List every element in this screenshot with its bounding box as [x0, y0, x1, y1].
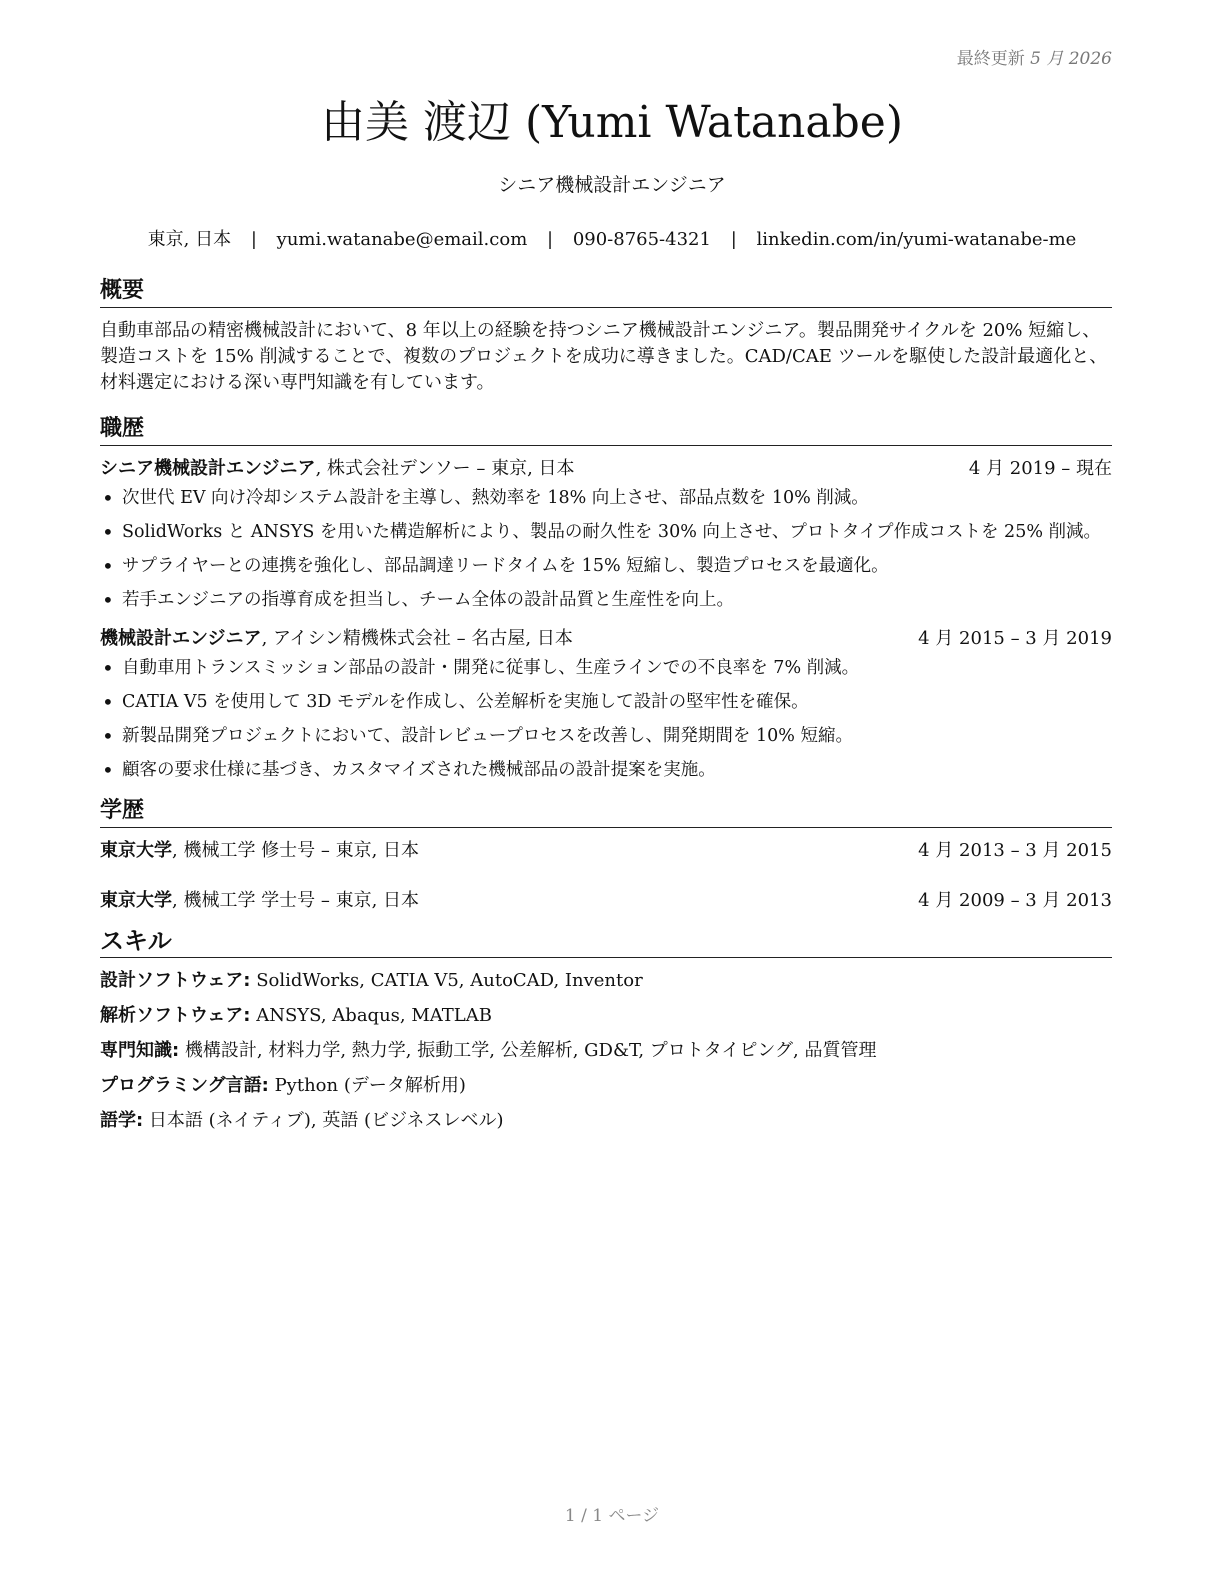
bullet-item: • 新製品開発プロジェクトにおいて、設計レビュープロセスを改善し、開発期間を 10% 短縮。: [100, 724, 1112, 748]
contact-line: [0, 225, 1224, 251]
skill-label: プログラミング言語:: [100, 1075, 269, 1096]
job-entry: [100, 626, 1112, 782]
bullet-item: • CATIA V5 を使用して 3D モデルを作成し、公差解析を実施して設計の堅牢性を確保。: [100, 690, 1112, 714]
skill-value: SolidWorks, CATIA V5, AutoCAD, Inventor: [250, 970, 643, 991]
contact-linkedin[interactable]: linkedin.com/in/yumi-watanabe-me: [756, 229, 1077, 250]
education-school: 東京大学: [100, 890, 172, 911]
skill-row: [100, 1108, 1112, 1134]
education-entry: [100, 888, 1112, 914]
job-dates: 4 月 2019 – 現在: [968, 458, 1112, 479]
skill-row: [100, 968, 1112, 994]
education-dates: 4 月 2009 – 3 月 2013: [918, 890, 1112, 911]
job-title: シニア機械設計エンジニア: [100, 458, 316, 479]
education-dates: 4 月 2013 – 3 月 2015: [918, 840, 1112, 861]
job-dates: 4 月 2015 – 3 月 2019: [918, 628, 1112, 649]
bullet-item: • 顧客の要求仕様に基づき、カスタマイズされた機械部品の設計提案を実施。: [100, 758, 1112, 782]
contact-separator: |: [547, 229, 554, 250]
page-number: 1 / 1 ページ: [564, 1506, 660, 1526]
bullet-item: • 自動車用トランスミッション部品の設計・開発に従事し、生産ラインでの不良率を 7% 削減。: [100, 656, 1112, 680]
contact-location: 東京, 日本: [147, 229, 232, 250]
summary-text: 自動車部品の精密機械設計において、8 年以上の経験を持つシニア機械設計エンジニア。製品開発サイクルを 20% 短縮し、製造コストを 15% 削減することで、複数のプロジェクトを成功に導きました。CAD/CAE ツールを駆使した設計最適化と、材料選定における深い専門知識を有しています。: [100, 320, 1108, 393]
contact-phone[interactable]: 090-8765-4321: [572, 229, 711, 250]
skill-row: [100, 1038, 1112, 1064]
skill-row: [100, 1003, 1112, 1029]
bullet-item: • 次世代 EV 向け冷却システム設計を主導し、熱効率を 18% 向上させ、部品点数を 10% 削減。: [100, 486, 1112, 510]
section-heading-education: 学歴: [100, 796, 1112, 828]
contact-separator: |: [730, 229, 737, 250]
section-heading-summary: 概要: [100, 276, 1112, 308]
skill-value: 日本語 (ネイティブ), 英語 (ビジネスレベル): [143, 1110, 504, 1131]
job-title: 機械設計エンジニア: [100, 628, 262, 649]
job-org: , アイシン精機株式会社 – 名古屋, 日本: [261, 628, 573, 649]
section-heading-skills: スキル: [100, 926, 1112, 958]
job-entry: [100, 456, 1112, 612]
skill-value: Python (データ解析用): [268, 1075, 466, 1096]
resume-body: [100, 276, 1112, 1143]
skill-label: 設計ソフトウェア:: [100, 970, 251, 991]
last-updated-value: 5 月 2026: [1030, 49, 1112, 69]
education-detail: , 機械工学 修士号 – 東京, 日本: [172, 840, 420, 861]
last-updated-label: 最終更新: [956, 49, 1025, 69]
education-school: 東京大学: [100, 840, 172, 861]
skill-label: 専門知識:: [100, 1040, 180, 1061]
last-updated: [957, 44, 1112, 69]
section-heading-experience: 職歴: [100, 414, 1112, 446]
education-entry: [100, 838, 1112, 864]
candidate-name: 由美 渡辺 (Yumi Watanabe): [321, 97, 903, 148]
job-bullets: [100, 486, 1112, 612]
skill-label: 解析ソフトウェア:: [100, 1005, 251, 1026]
skill-value: 機構設計, 材料力学, 熱力学, 振動工学, 公差解析, GD&T, プロトタイピング, 品質管理: [179, 1040, 877, 1061]
job-org: , 株式会社デンソー – 東京, 日本: [315, 458, 575, 479]
skill-label: 語学:: [100, 1110, 144, 1131]
skill-row: [100, 1073, 1112, 1099]
job-bullets: [100, 656, 1112, 782]
job-header: [100, 626, 1112, 652]
education-detail: , 機械工学 学士号 – 東京, 日本: [172, 890, 420, 911]
skill-value: ANSYS, Abaqus, MATLAB: [250, 1005, 492, 1026]
candidate-title: シニア機械設計エンジニア: [498, 174, 726, 196]
bullet-item: • 若手エンジニアの指導育成を担当し、チーム全体の設計品質と生産性を向上。: [100, 588, 1112, 612]
contact-email[interactable]: yumi.watanabe@email.com: [276, 229, 528, 250]
bullet-item: • サプライヤーとの連携を強化し、部品調達リードタイムを 15% 短縮し、製造プロセスを最適化。: [100, 554, 1112, 578]
contact-separator: |: [250, 229, 257, 250]
bullet-item: • SolidWorks と ANSYS を用いた構造解析により、製品の耐久性を 30% 向上させ、プロトタイプ作成コストを 25% 削減。: [100, 520, 1112, 544]
job-header: [100, 456, 1112, 482]
